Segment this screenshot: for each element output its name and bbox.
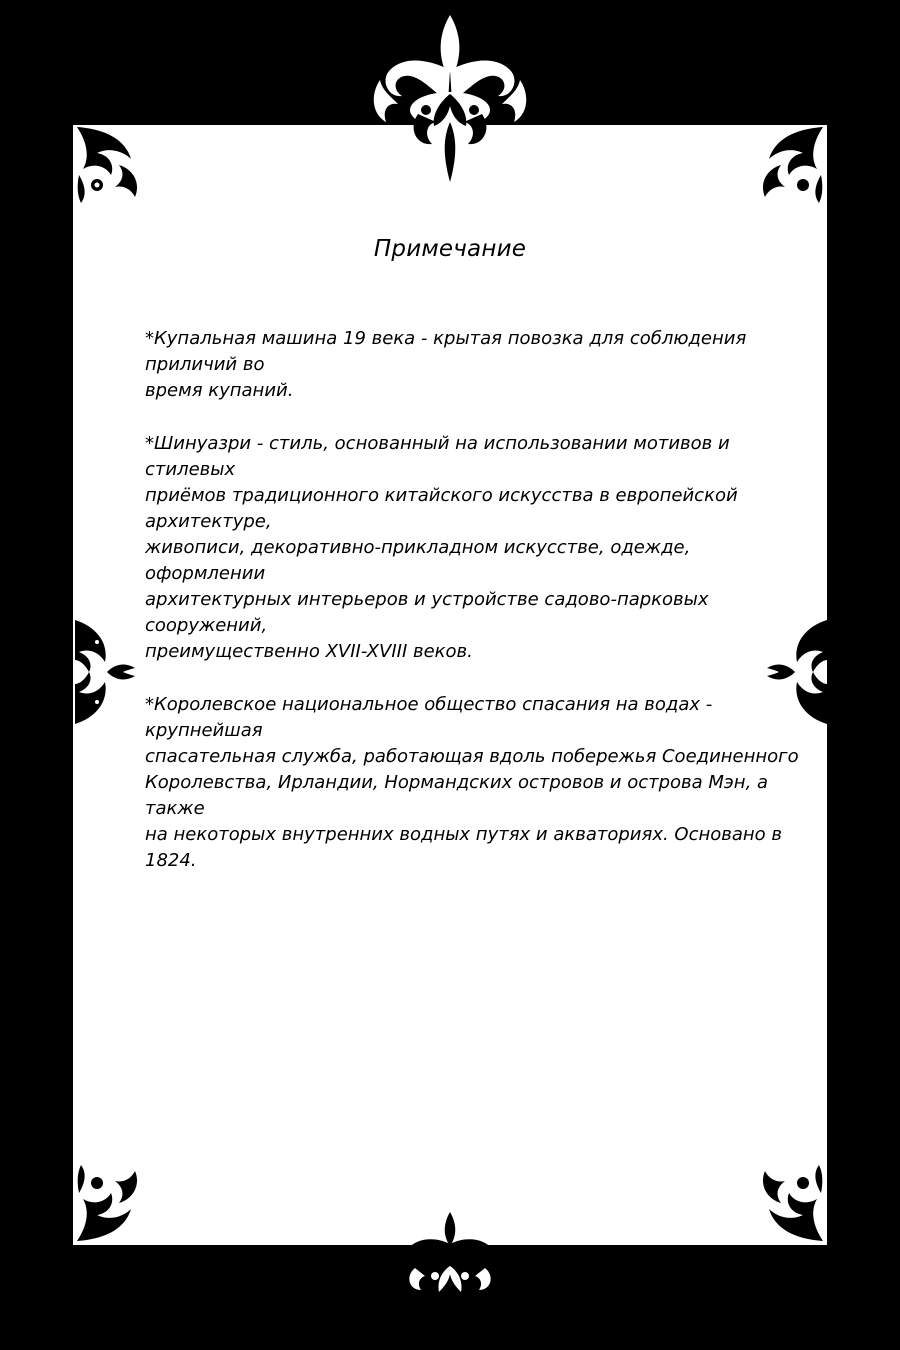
page-title: Примечание: [373, 236, 527, 262]
corner-ornament-bottom-right-icon: [755, 1163, 825, 1243]
top-fleur-ornament-icon: [360, 10, 540, 185]
note-bathing-machine: *Купальная машина 19 века - крытая повозка для соблюдения приличий во время купаний.: [145, 328, 747, 401]
corner-ornament-top-left-icon: [75, 125, 145, 205]
side-ornament-left-icon: [75, 612, 137, 732]
note-rnli: *Королевское национальное общество спасания на водах - крупнейшая спасательная служба, работающая вдоль побережья Соединенного Королевства, Ирландии, Нормандских островов и острова Мэн, а также на некоторых внутренних водных путях и акваториях. Основано в 1824.: [145, 694, 799, 871]
corner-ornament-top-right-icon: [755, 125, 825, 205]
note-chinoiserie: *Шинуазри - стиль, основанный на использовании мотивов и стилевых приёмов традиционного китайского искусства в европейской архитектуре, живописи, декоративно-прикладном искусстве, одежде, оформлении архитектурных интерьеров и устройстве садово-парковых сооружений, преимущественно XVII-XVIII веков.: [145, 433, 738, 662]
corner-ornament-bottom-left-icon: [75, 1163, 145, 1243]
notes-list: [145, 326, 815, 901]
bottom-fleur-ornament-icon: [395, 1210, 505, 1295]
